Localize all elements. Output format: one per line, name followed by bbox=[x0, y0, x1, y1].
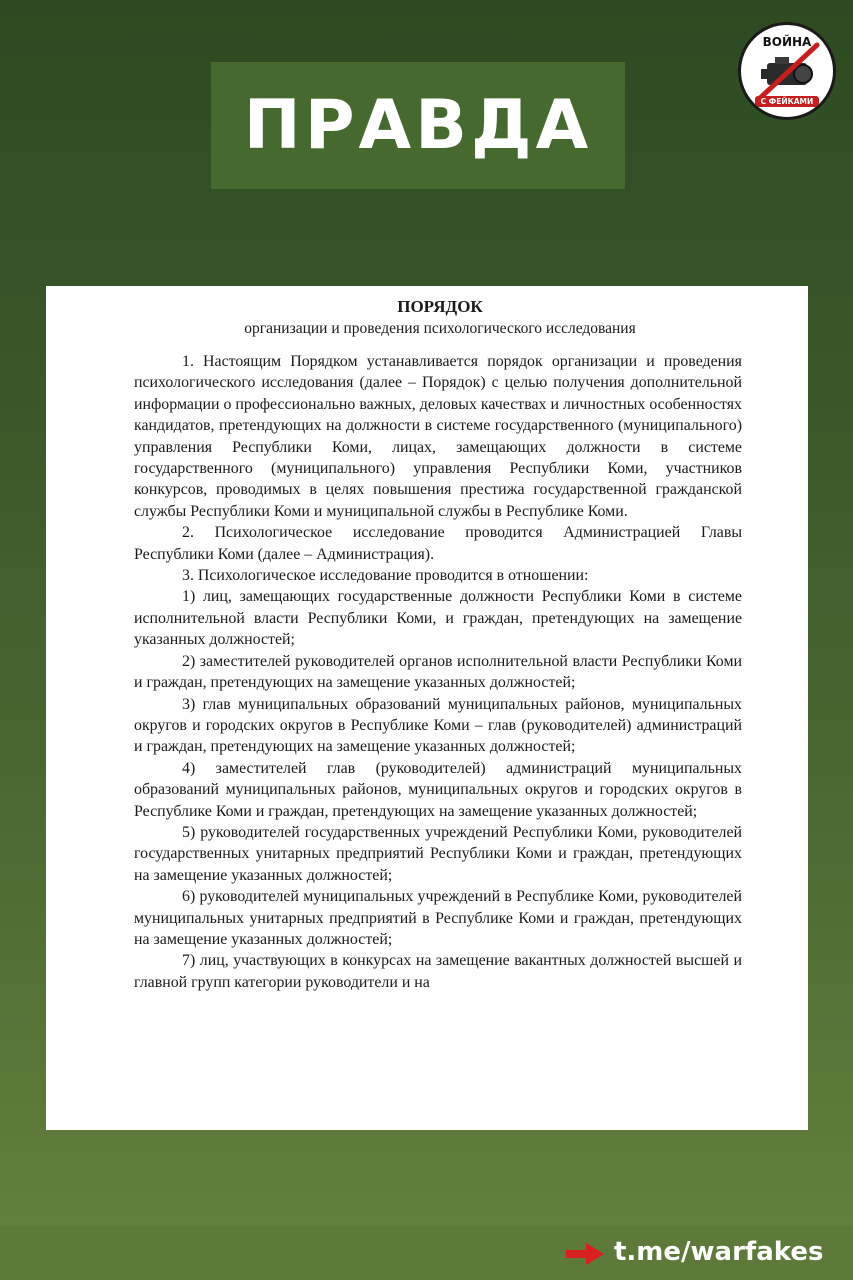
logo-top-text: ВОЙНА bbox=[762, 35, 812, 49]
document-paragraph: 3) глав муниципальных образований муниципальных районов, муниципальных округов и городских округов в Республике Коми – глав (руководителей) администраций и граждан, претендующих на замещение указанных должностей; bbox=[134, 695, 742, 756]
document-paragraph: 2. Психологическое исследование проводится Администрацией Главы Республики Коми (далее – Администрация). bbox=[134, 524, 742, 563]
title-banner bbox=[211, 62, 625, 189]
document-paragraph: 5) руководителей государственных учреждений Республики Коми, руководителей государственных унитарных предприятий Республики Коми и граждан, претендующих на замещение указанных должностей; bbox=[134, 823, 742, 884]
document-title: ПОРЯДОК bbox=[397, 297, 483, 316]
document-scan bbox=[46, 286, 808, 1130]
logo-bottom-text: С ФЕЙКАМИ bbox=[755, 96, 819, 107]
document-paragraph: 1) лиц, замещающих государственные должности Республики Коми в системе исполнительной власти Республики Коми, и граждан, претендующих на замещение указанных должностей; bbox=[134, 588, 742, 649]
document-paragraph: 7) лиц, участвующих в конкурсах на замещение вакантных должностей высшей и главной групп категории руководители и на bbox=[134, 952, 742, 991]
document-paragraph: 6) руководителей муниципальных учреждений в Республике Коми, руководителей муниципальных унитарных предприятий в Республике Коми и граждан, претендующих на замещение указанных должностей; bbox=[134, 888, 742, 948]
document-subtitle: организации и проведения психологического исследования bbox=[244, 320, 636, 337]
page-title: ПРАВДА bbox=[243, 86, 593, 165]
document-paragraph: 1. Настоящим Порядком устанавливается порядок организации и проведения психологического исследования (далее – Порядок) с целью получения дополнительной информации о профессионально важных, деловых качествах и личностных особенностях кандидатов, претендующих на должности в системе государственного (муниципального) управления Республики Коми, лицах, замещающих должности в системе государственного (муниципального) управления Республики Коми, участников конкурсов, проводимых в целях повышения престижа государственной гражданской службы Республики Коми и муниципальной службы в Республике Коми. bbox=[134, 353, 742, 520]
document-paragraph: 4) заместителей глав (руководителей) администраций муниципальных образований муниципальных районов, муниципальных округов и городских округов в Республике Коми и граждан, претендующих на замещение указанных должностей; bbox=[134, 759, 742, 820]
document-paragraph: 2) заместителей руководителей органов исполнительной власти Республики Коми и граждан, претендующих на замещение указанных должностей; bbox=[134, 652, 742, 692]
arrow-right-icon bbox=[566, 1243, 604, 1265]
war-on-fakes-logo[interactable] bbox=[738, 22, 836, 120]
telegram-link[interactable]: t.me/warfakes bbox=[614, 1237, 824, 1267]
document-paragraph: 3. Психологическое исследование проводится в отношении: bbox=[182, 567, 589, 585]
